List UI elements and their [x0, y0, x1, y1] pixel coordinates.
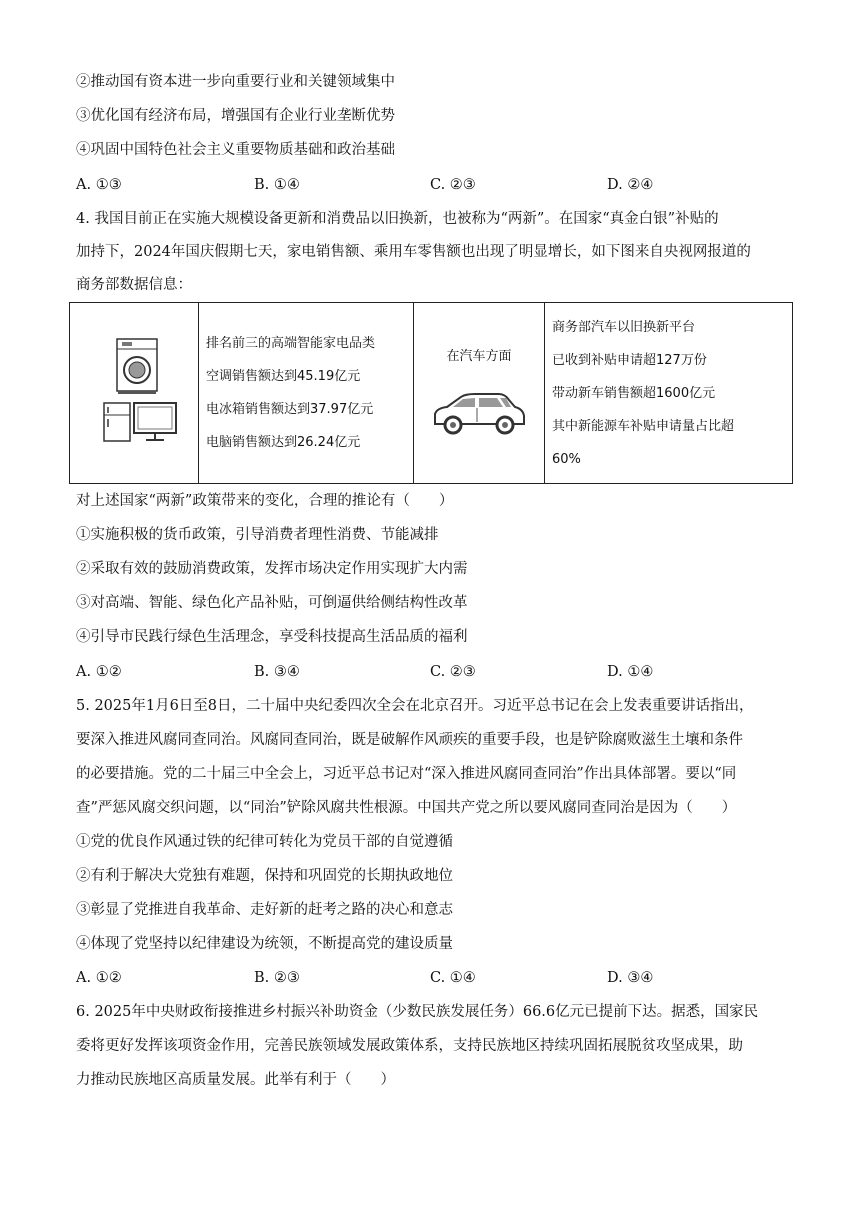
q4-item-3: ③对高端、智能、绿色化产品补贴，可倒逼供给侧结构性改革 [76, 595, 468, 611]
ac-sales: 空调销售额达到45.19亿元 [206, 369, 361, 384]
appliances-image-cell [70, 303, 199, 484]
q3-option-c[interactable]: C. ②③ [430, 177, 476, 193]
q5-option-a[interactable]: A. ①② [76, 970, 122, 986]
car-trade-in-platform: 商务部汽车以旧换新平台 [552, 319, 696, 335]
q4-stem-line-1: 4. 我国目前正在实施大规模设备更新和消费品以旧换新，也被称为“两新”。在国家“真金白银”补贴的 [76, 211, 719, 227]
q6-stem-line-2: 委将更好发挥该项资金作用，完善民族领域发展政策体系，支持民族地区持续巩固拓展脱贫攻坚成果，助 [76, 1038, 743, 1054]
q4-question: 对上述国家“两新”政策带来的变化，合理的推论有（ ） [76, 493, 454, 509]
q4-option-a[interactable]: A. ①② [76, 664, 122, 680]
q5-option-b[interactable]: B. ②③ [254, 970, 300, 986]
appliance-category-heading: 排名前三的高端智能家电品类 [206, 336, 376, 351]
car-icon [429, 388, 529, 438]
appliance-sales-cell [199, 303, 414, 484]
q5-stem-line-1: 5. 2025年1月6日至8日，二十届中央纪委四次全会在北京召开。习近平总书记在会上发表重要讲话指出， [76, 698, 754, 714]
computer-sales: 电脑销售额达到26.24亿元 [206, 435, 361, 450]
car-image-cell [414, 303, 545, 484]
fridge-sales: 电冰箱销售额达到37.97亿元 [206, 402, 374, 417]
q4-item-2: ②采取有效的鼓励消费政策，发挥市场决定作用实现扩大内需 [76, 561, 468, 577]
nev-share-value: 60% [552, 451, 581, 467]
home-appliances-icon [84, 331, 184, 451]
q3-item-4: ④巩固中国特色社会主义重要物质基础和政治基础 [76, 142, 395, 158]
q5-item-3: ③彰显了党推进自我革命、走好新的赶考之路的决心和意志 [76, 902, 453, 918]
q3-item-2: ②推动国有资本进一步向重要行业和关键领域集中 [76, 74, 395, 90]
q4-option-d[interactable]: D. ①④ [607, 664, 654, 680]
q5-stem-line-4: 查”严惩风腐交织问题，以“同治”铲除风腐共性根源。中国共产党之所以要风腐同查同治是因为（ ） [76, 800, 737, 816]
nev-share-label: 其中新能源车补贴申请量占比超 [552, 418, 735, 434]
commerce-data-table [69, 302, 793, 484]
new-car-sales: 带动新车销售额超1600亿元 [552, 385, 716, 401]
car-label: 在汽车方面 [446, 348, 512, 364]
q4-stem-line-2: 加持下，2024年国庆假期七天，家电销售额、乘用车零售额也出现了明显增长，如下图来自央视网报道的 [76, 244, 751, 260]
q5-option-d[interactable]: D. ③④ [607, 970, 654, 986]
q5-item-4: ④体现了党坚持以纪律建设为统领，不断提高党的建设质量 [76, 936, 453, 952]
q5-item-1: ①党的优良作风通过铁的纪律可转化为党员干部的自觉遵循 [76, 834, 453, 850]
q5-item-2: ②有利于解决大党独有难题，保持和巩固党的长期执政地位 [76, 868, 453, 884]
q3-option-d[interactable]: D. ②④ [607, 177, 654, 193]
q4-item-1: ①实施积极的货币政策，引导消费者理性消费、节能减排 [76, 527, 439, 543]
car-sales-cell [545, 303, 793, 484]
q6-stem-line-1: 6. 2025年中央财政衔接推进乡村振兴补助资金（少数民族发展任务）66.6亿元已提前下达。据悉，国家民 [76, 1004, 759, 1020]
q5-stem-line-3: 的必要措施。党的二十届三中全会上，习近平总书记对“深入推进风腐同查同治”作出具体部署。要以“同 [76, 766, 737, 782]
q3-option-b[interactable]: B. ①④ [254, 177, 300, 193]
q5-option-c[interactable]: C. ①④ [430, 970, 476, 986]
q4-item-4: ④引导市民践行绿色生活理念，享受科技提高生活品质的福利 [76, 629, 468, 645]
q3-item-3: ③优化国有经济布局，增强国有企业行业垄断优势 [76, 108, 395, 124]
q4-option-c[interactable]: C. ②③ [430, 664, 476, 680]
car-subsidy-applications: 已收到补贴申请超127万份 [552, 352, 707, 368]
q6-stem-line-3: 力推动民族地区高质量发展。此举有利于（ ） [76, 1072, 395, 1088]
q4-option-b[interactable]: B. ③④ [254, 664, 300, 680]
q4-stem-line-3: 商务部数据信息： [76, 277, 192, 293]
q3-option-a[interactable]: A. ①③ [76, 177, 122, 193]
q5-stem-line-2: 要深入推进风腐同查同治。风腐同查同治，既是破解作风顽疾的重要手段，也是铲除腐败滋生土壤和条件 [76, 732, 743, 748]
